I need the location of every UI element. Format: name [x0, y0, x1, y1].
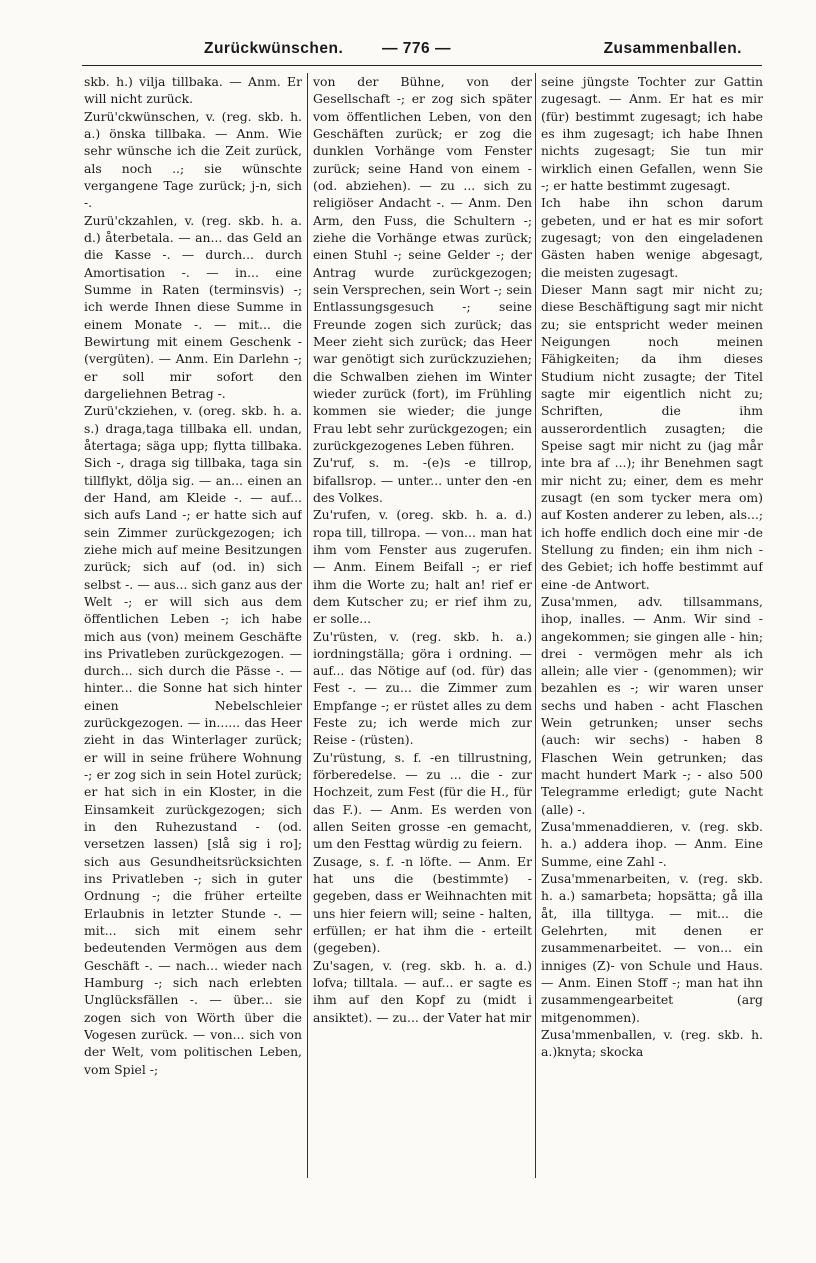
column-1	[84, 73, 302, 1183]
column-1-text: skb. h.) vilja tillbaka. — Anm. Er will nicht zurück. Zurü'ckwünschen, v. (reg. skb. h. a.) önska tillbaka. — Anm. Wie sehr wünsche ich die Zeit zurück, als noch ..; sie wünschte vergangene Tage zurück; j-n, sich -. Zurü'ckzahlen, v. (reg. skb. h. a. d.) återbetala. — an... das Geld an die Kasse -. — durch... durch Amortisation -. — in... eine Summe in Raten (terminsvis) -; ich werde Ihnen diese Summe in einem Monate -. — mit... die Bewirtung mit einem Geschenk - (vergüten). — Anm. Ein Darlehn -; er soll mir sofort den dargeliehnen Betrag -. Zurü'ckziehen, v. (oreg. skb. h. a. s.) draga,taga tillbaka ell. undan, återtaga; säga upp; flytta tillbaka. Sich -, draga sig tillbaka, taga sin tillflykt, dölja sig. — an... einen an der Hand, am Kleide -. — auf... sich aufs Land -; er hatte sich auf sein Zimmer zurückgezogen; ich ziehe mich auf meine Besitzungen zurück; sich auf (od. in) sich selbst -. — aus... sich ganz aus der Welt -; er will sich aus dem öffentlichen Leben -; ich habe mich aus (von) meinem Geschäfte ins Privatleben zurückgezogen. — durch... sich durch die Pässe -. — hinter... die Sonne hat sich hinter einen Nebelschleier zurückgezogen. — in...... das Heer zieht in das Winterlager zurück; er will in seine frühere Wohnung -; er zog sich in sein Hotel zurück; er hat sich in ein Kloster, in die Einsamkeit zurückgezogen; sich in den Ruhezustand - (od. versetzen lassen) [slå sig i ro]; sich aus Gesundheitsrücksichten ins Privatleben -; sich in guter Ordnung -; die früher erteilte Erlaubnis in letzter Stunde -. — mit... sich mit einem sehr bedeutenden Vermögen aus dem Geschäft -. — nach... wieder nach Hamburg -; sich nach erlebten Unglücksfällen -. — über... sie zogen sich von Wörth über die Vogesen zurück. — von... sich von der Welt, vom politischen Leben, vom Spiel -;	[84, 74, 302, 1077]
header-rule	[82, 65, 762, 66]
header-left-keyword: Zurückwünschen.	[204, 40, 344, 57]
header-right-keyword: Zusammenballen.	[603, 40, 742, 57]
column-2-text: von der Bühne, von der Gesellschaft -; er zog sich später vom öffentlichen Leben, von den Geschäften zurück; er zog die dunklen Vorhänge vom Fenster zurück; seine Hand von einem - (od. abziehen). — zu ... sich zu religiöser Andacht -. — Anm. Den Arm, den Fuss, die Schultern -; ziehe die Vorhänge etwas zurück; einen Stuhl -; seine Gelder -; der Antrag wurde zurückgezogen; sein Versprechen, sein Wort -; sein Entlassungsgesuch -; seine Freunde zogen sich zurück; das Meer zieht sich zurück; das Heer war genötigt sich zurückzuziehen; die Schwalben ziehen im Winter wieder zurück (fort), im Frühling kommen sie wieder; die junge Frau lebt sehr zurückgezogen; ein zurückgezogenes Leben führen. Zu'ruf, s. m. -(e)s -e tillrop, bifallsrop. — unter... unter den -en des Volkes. Zu'rufen, v. (oreg. skb. h. a. d.) ropa till, tillropa. — von... man hat ihm vom Fenster aus zugerufen. — Anm. Einem Beifall -; er rief ihm die Worte zu; halt an! rief er dem Kutscher zu; er rief ihm zu, er solle... Zu'rüsten, v. (reg. skb. h. a.) iordningställa; göra i ordning. — auf... das Nötige auf (od. für) das Fest -. — zu... die Zimmer zum Empfange -; er rüstet alles zu dem Feste zu; ich werde mich zur Reise - (rüsten). Zu'rüstung, s. f. -en tillrustning, förberedelse. — zu ... die - zur Hochzeit, zum Fest (für die H., für das F.). — Anm. Es werden von allen Seiten grosse -en gemacht, um den Festtag würdig zu feiern. Zusage, s. f. -n löfte. — Anm. Er hat uns die (bestimmte) - gegeben, dass er Weihnachten mit uns hier feiern will; seine - halten, erfüllen; er hat ihm die - erteilt (gegeben). Zu'sagen, v. (reg. skb. h. a. d.) lofva; tilltala. — auf... er sagte es ihm auf den Kopf zu (midt i ansiktet). — zu... der Vater hat mir	[313, 74, 532, 1025]
page-header	[82, 36, 742, 62]
column-divider	[307, 73, 308, 1178]
column-2	[313, 73, 532, 1183]
column-divider	[535, 73, 536, 1178]
column-3-text: seine jüngste Tochter zur Gattin zugesagt. — Anm. Er hat es mir (für) bestimmt zugesagt; ich habe es ihm zugesagt; ich habe Ihnen nichts zugesagt; Sie tun mir wirklich einen Gefallen, wenn Sie -; er hatte bestimmt zugesagt. Ich habe ihn schon darum gebeten, und er hat es mir sofort zugesagt; von den eingeladenen Gästen haben wenige abgesagt, die meisten zugesagt. Dieser Mann sagt mir nicht zu; diese Beschäftigung sagt mir nicht zu; sie entspricht weder meinen Neigungen noch meinen Fähigkeiten; da ihm dieses Studium nicht zusagte; der Titel sagte mir eigentlich nicht zu; Schriften, die ihm ausserordentlich zusagten; die Speise sagt mir nicht zu (jag mår inte bra af ...); ihr Benehmen sagt mir nicht zu; einer, dem es mehr zusagt (en som tycker mera om) auf Kosten anderer zu leben, als...; ich hoffe endlich doch eine mir -de Stellung zu finden; ein ihm nich -des Gebiet; ich hoffe bestimmt auf eine -de Antwort. Zusa'mmen, adv. tillsammans, ihop, inalles. — Anm. Wir sind - angekommen; sie gingen alle - hin; drei - vermögen mehr als ich allein; alle vier - (genommen); wir bezahlen es -; wir waren unser sechs und haben - acht Flaschen Wein getrunken; unser sechs (auch: wir sechs) - haben 8 Flaschen Wein getrunken; das macht hundert Mark -; - also 500 Telegramme erledigt; gute Nacht (alle) -. Zusa'mmenaddieren, v. (reg. skb. h. a.) addera ihop. — Anm. Eine Summe, eine Zahl -. Zusa'mmenarbeiten, v. (reg. skb. h. a.) samarbeta; hopsätta; gå illa åt, illa tilltyga. — mit... die Gelehrten, mit denen er zusammenarbeitet. — von... ein inniges (Z)- von Schule und Haus. — Anm. Einen Stoff -; man hat ihn zusammengearbeitet (arg mitgenommen). Zusa'mmenballen, v. (reg. skb. h. a.)knyta; skocka	[541, 74, 763, 1060]
column-3	[541, 73, 763, 1183]
page-number: — 776 —	[382, 40, 451, 57]
